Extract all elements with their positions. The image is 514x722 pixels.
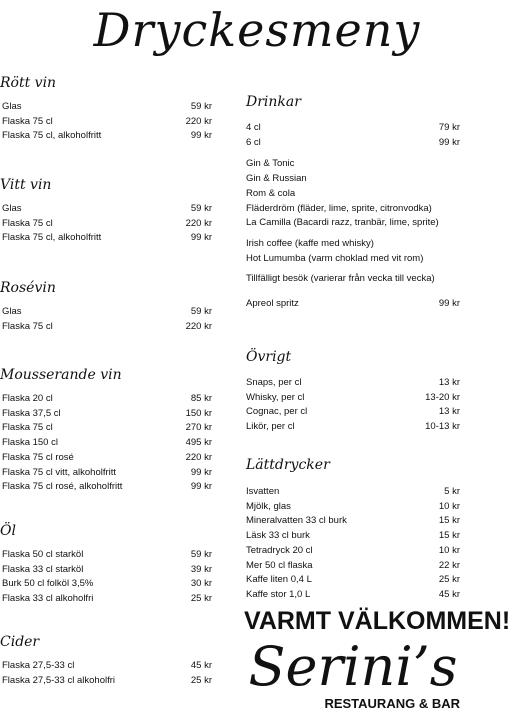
- item-price: 220 kr: [185, 451, 212, 463]
- section-drinkar: [246, 93, 460, 312]
- item-name: Cognac, per cl: [246, 406, 308, 418]
- item-name: 4 cl: [246, 122, 261, 133]
- section-mousserande-vin: [0, 366, 216, 495]
- menu-item: [246, 391, 460, 406]
- item-name: Flaska 37,5 cl: [2, 407, 61, 419]
- menu-item: [0, 577, 216, 592]
- menu-item: [0, 421, 216, 436]
- section-vitt-vin: [0, 176, 216, 246]
- section-heading: Cider: [0, 634, 40, 650]
- menu-item: [0, 100, 216, 115]
- section-heading: Rosévin: [0, 280, 56, 296]
- section-ovrigt: [246, 348, 460, 435]
- item-price: 99 kr: [190, 130, 212, 142]
- menu-item: [246, 559, 460, 574]
- item-name: Flaska 20 cl: [2, 393, 53, 404]
- item-price: 10-13 kr: [425, 421, 460, 433]
- item-name: Likör, per cl: [246, 421, 295, 433]
- menu-item: [0, 217, 216, 232]
- item-name: Whisky, per cl: [246, 391, 305, 403]
- item-name: Flaska 27,5-33 cl: [2, 660, 75, 671]
- menu-item: [0, 392, 216, 407]
- item-price: 220 kr: [185, 217, 212, 229]
- item-price: 99 kr: [190, 232, 212, 244]
- item-price: 85 kr: [190, 393, 212, 404]
- item-price: 15 kr: [438, 530, 460, 542]
- menu-item: [0, 320, 216, 335]
- item-price: 59 kr: [190, 101, 212, 112]
- section-heading: Vitt vin: [0, 177, 52, 193]
- item-name: Flaska 33 cl starköl: [2, 563, 84, 575]
- item-price: 15 kr: [438, 515, 460, 527]
- section-heading: Drinkar: [246, 94, 301, 110]
- item-price: 59 kr: [190, 203, 212, 214]
- menu-item: [0, 659, 216, 674]
- welcome-text: VARMT VÄLKOMMEN!: [244, 607, 511, 635]
- item-name: Flaska 75 cl vitt, alkoholfritt: [2, 466, 117, 478]
- section-cider: [0, 633, 216, 688]
- item-price: 99 kr: [438, 136, 460, 148]
- menu-item: [0, 305, 216, 320]
- item-name: Mer 50 cl flaska: [246, 559, 313, 571]
- section-rosevin: [0, 279, 216, 334]
- drink-item: Fläderdröm (fläder, lime, sprite, citronvodka): [246, 202, 432, 214]
- menu-item: [246, 544, 460, 559]
- item-price: 220 kr: [185, 115, 212, 127]
- menu-item: [246, 573, 460, 588]
- item-price: 25 kr: [190, 674, 212, 686]
- item-name: Mjölk, glas: [246, 500, 291, 512]
- restaurant-logo-subtitle: RESTAURANG & BAR: [324, 696, 460, 711]
- menu-item: [246, 420, 460, 435]
- menu-item: [0, 466, 216, 481]
- item-name: 6 cl: [246, 136, 261, 148]
- item-name: Flaska 75 cl, alkoholfritt: [2, 130, 102, 142]
- section-heading: Öl: [0, 523, 16, 539]
- item-name: Flaska 33 cl alkoholfri: [2, 593, 94, 605]
- item-name: Flaska 75 cl: [2, 422, 53, 434]
- item-name: Flaska 75 cl, alkoholfritt: [2, 232, 102, 244]
- menu-item: [246, 588, 460, 603]
- item-price: 99 kr: [190, 466, 212, 478]
- item-name: Glas: [2, 203, 22, 214]
- section-rott-vin: [0, 74, 216, 144]
- item-name: Burk 50 cl folköl 3,5%: [2, 578, 94, 590]
- item-name: Apreol spritz: [246, 298, 299, 310]
- item-price: 99 kr: [190, 481, 212, 493]
- item-price: 79 kr: [438, 122, 460, 133]
- menu-item: [0, 674, 216, 689]
- section-heading: Rött vin: [0, 75, 57, 91]
- menu-item: [246, 514, 460, 529]
- drink-item: Rom & cola: [246, 187, 296, 199]
- drink-item: La Camilla (Bacardi razz, tranbär, lime, sprite): [246, 217, 439, 229]
- item-name: Flaska 75 cl: [2, 115, 53, 127]
- drink-item: Gin & Tonic: [246, 158, 295, 170]
- item-price: 59 kr: [190, 306, 212, 317]
- item-name: Läsk 33 cl burk: [246, 530, 310, 542]
- item-name: Snaps, per cl: [246, 377, 302, 388]
- item-name: Flaska 75 cl: [2, 320, 53, 332]
- item-price: 30 kr: [190, 578, 212, 590]
- item-name: Flaska 150 cl: [2, 437, 58, 449]
- menu-item: [0, 115, 216, 130]
- drink-item: Gin & Russian: [246, 173, 307, 185]
- item-name: Flaska 75 cl: [2, 217, 53, 229]
- item-price: 25 kr: [190, 593, 212, 605]
- item-price: 45 kr: [190, 660, 212, 671]
- menu-item: [0, 563, 216, 578]
- item-name: Glas: [2, 101, 22, 112]
- menu-item: [0, 480, 216, 495]
- section-lattdrycker: [246, 456, 460, 603]
- section-heading: Lättdrycker: [246, 457, 330, 473]
- drink-item: Irish coffee (kaffe med whisky): [246, 237, 374, 249]
- menu-item: [0, 202, 216, 217]
- item-price: 22 kr: [438, 559, 460, 571]
- item-price: 13-20 kr: [425, 391, 460, 403]
- item-price: 99 kr: [438, 298, 460, 310]
- menu-item: [0, 548, 216, 563]
- item-price: 13 kr: [438, 377, 460, 388]
- menu-item: [246, 500, 460, 515]
- menu-item: [0, 592, 216, 607]
- section-heading: Övrigt: [246, 349, 292, 365]
- menu-item: [0, 451, 216, 466]
- item-price: 220 kr: [185, 320, 212, 332]
- menu-title: Dryckesmeny: [93, 3, 421, 57]
- menu-item: [0, 436, 216, 451]
- item-price: 39 kr: [190, 563, 212, 575]
- menu-item: [246, 529, 460, 544]
- item-price: 25 kr: [438, 574, 460, 586]
- item-name: Tetradryck 20 cl: [246, 544, 313, 556]
- item-name: Flaska 50 cl starköl: [2, 549, 84, 560]
- restaurant-logo-name: Serini’s: [248, 635, 458, 698]
- item-price: 10 kr: [438, 544, 460, 556]
- item-name: Kaffe liten 0,4 L: [246, 574, 312, 586]
- menu-item: [246, 121, 460, 136]
- item-name: Kaffe stor 1,0 L: [246, 588, 311, 600]
- menu-item: [0, 129, 216, 144]
- item-name: Mineralvatten 33 cl burk: [246, 515, 347, 527]
- item-price: 150 kr: [185, 407, 212, 419]
- item-name: Flaska 27,5-33 cl alkoholfri: [2, 674, 115, 686]
- item-price: 270 kr: [185, 422, 212, 434]
- item-name: Isvatten: [246, 486, 280, 497]
- item-price: 59 kr: [190, 549, 212, 560]
- item-price: 495 kr: [185, 437, 212, 449]
- menu-item: [246, 376, 460, 391]
- menu-item: [246, 405, 460, 420]
- item-name: Glas: [2, 306, 22, 317]
- item-price: 45 kr: [438, 588, 460, 600]
- section-heading: Mousserande vin: [0, 367, 122, 383]
- menu-item: [246, 297, 460, 312]
- menu-item: [0, 231, 216, 246]
- item-price: 5 kr: [444, 486, 460, 497]
- drink-item: Hot Lumumba (varm choklad med vit rom): [246, 252, 424, 264]
- menu-item: [246, 485, 460, 500]
- item-price: 13 kr: [438, 406, 460, 418]
- item-price: 10 kr: [438, 500, 460, 512]
- item-name: Flaska 75 cl rosé, alkoholfritt: [2, 481, 123, 493]
- drink-item: Tillfälligt besök (varierar från vecka till vecka): [246, 273, 435, 285]
- menu-item: [0, 407, 216, 422]
- menu-item: [246, 136, 460, 151]
- section-ol: [0, 522, 216, 607]
- item-name: Flaska 75 cl rosé: [2, 451, 74, 463]
